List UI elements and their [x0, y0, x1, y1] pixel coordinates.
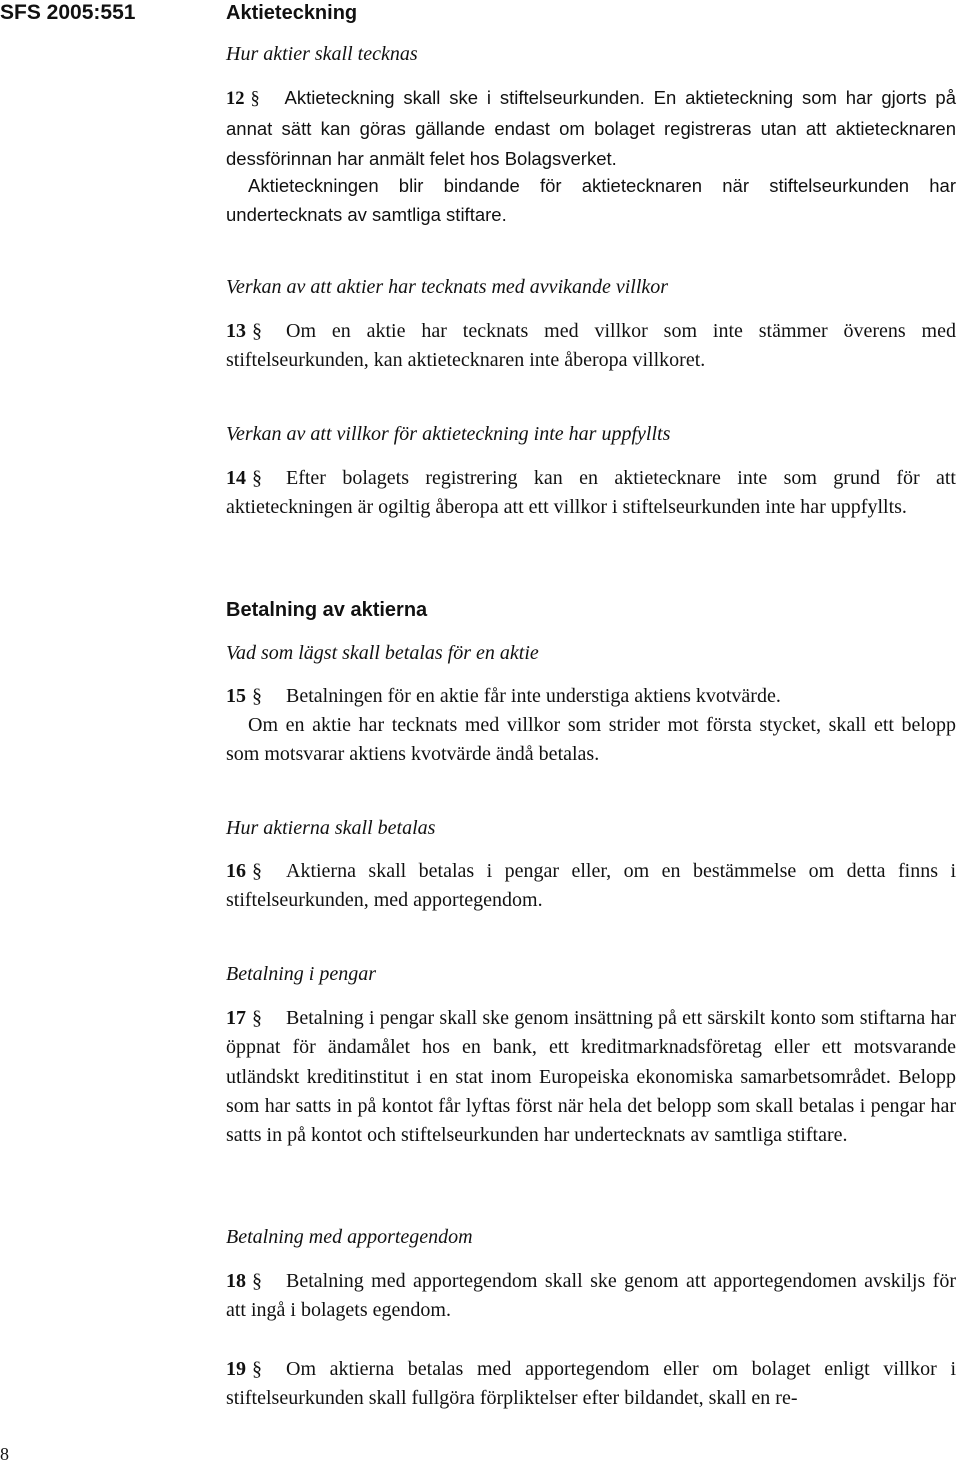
section-number: 14 — [226, 467, 246, 489]
section-sign: § — [252, 467, 262, 489]
section-number: 15 — [226, 685, 246, 707]
paragraph-text: Efter bolagets registrering kan en aktietecknare inte som grund för att aktieteckningen är ogiltig åberopa att ett villkor i stiftelseurkunden inte har uppfyllts. — [226, 467, 956, 519]
subheading-betalning-i-pengar: Betalning i pengar — [226, 963, 376, 985]
paragraph-13 — [226, 317, 956, 376]
section-sign: § — [252, 1358, 262, 1380]
sfs-number: SFS 2005:551 — [0, 1, 136, 24]
paragraph-16 — [226, 857, 956, 916]
paragraph-text: Om en aktie har tecknats med villkor som inte stämmer överens med stiftelseurkunden, kan aktietecknaren inte åberopa villkoret. — [226, 320, 956, 372]
subheading-hur-aktier-skall-tecknas: Hur aktier skall tecknas — [226, 43, 418, 65]
paragraph-text: Aktieteckning skall ske i stiftelseurkunden. En aktieteckning som har gjorts på annat sätt kan göras gällande endast om bolaget registreras utan att aktietecknaren dessförinnan har anmält felet hos Bolagsverket. — [226, 87, 956, 169]
section-number: 12 — [226, 89, 245, 109]
section-sign: § — [250, 89, 260, 109]
section-number: 13 — [226, 320, 246, 342]
section-number: 17 — [226, 1007, 246, 1029]
heading-aktieteckning: Aktieteckning — [226, 2, 358, 24]
paragraph-19 — [226, 1355, 956, 1414]
section-sign: § — [252, 320, 262, 342]
section-sign: § — [252, 860, 262, 882]
subheading-lagst-betalas: Vad som lägst skall betalas för en aktie — [226, 642, 539, 664]
section-number: 16 — [226, 860, 246, 882]
paragraph-12-second: Aktieteckningen blir bindande för aktietecknaren när stiftelseurkunden har undertecknats av samtliga stiftare. — [226, 175, 956, 226]
subheading-villkor-ej-uppfyllts: Verkan av att villkor för aktieteckning inte har uppfyllts — [226, 423, 671, 445]
subheading-avvikande-villkor: Verkan av att aktier har tecknats med avvikande villkor — [226, 276, 669, 298]
section-sign: § — [252, 1270, 262, 1292]
paragraph-text: Betalningen för en aktie får inte understiga aktiens kvotvärde. — [286, 685, 781, 707]
paragraph-text: Aktierna skall betalas i pengar eller, om en bestämmelse om detta finns i stiftelseurkunden, med apportegendom. — [226, 860, 956, 912]
paragraph-17 — [226, 1004, 956, 1150]
section-sign: § — [252, 685, 262, 707]
heading-betalning-av-aktierna: Betalning av aktierna — [226, 599, 428, 621]
subheading-betalning-med-apportegendom: Betalning med apportegendom — [226, 1226, 473, 1248]
paragraph-12 — [226, 83, 956, 173]
paragraph-14 — [226, 464, 956, 523]
paragraph-18 — [226, 1267, 956, 1326]
page-number: 8 — [0, 1444, 9, 1464]
paragraph-text: Betalning i pengar skall ske genom insättning på ett särskilt konto som stiftarna har öppnat för ändamålet hos en bank, ett kreditmarknadsföretag eller ett motsvarande utländskt kreditinstitut i en stat inom Europeiska ekonomiska samarbetsområdet. Belopp som har satts in på kontot får lyftas först när hela det belopp som skall betalas i pengar har satts in på kontot och stiftelseurkunden har undertecknats av samtliga stiftare. — [226, 1007, 956, 1147]
paragraph-15-second: Om en aktie har tecknats med villkor som strider mot första stycket, skall ett belopp som motsvarar aktiens kvotvärde ändå betalas. — [226, 714, 956, 766]
section-number: 18 — [226, 1270, 246, 1292]
section-number: 19 — [226, 1358, 246, 1380]
subheading-hur-aktierna-betalas: Hur aktierna skall betalas — [226, 817, 436, 839]
paragraph-text: Om aktierna betalas med apportegendom eller om bolaget enligt villkor i stiftelseurkunden skall fullgöra förpliktelser efter bildandet, skall en re- — [226, 1358, 956, 1410]
paragraph-text: Betalning med apportegendom skall ske genom att apportegendomen avskiljs för att ingå i bolagets egendom. — [226, 1270, 956, 1322]
section-sign: § — [252, 1007, 262, 1029]
paragraph-15 — [226, 682, 956, 711]
